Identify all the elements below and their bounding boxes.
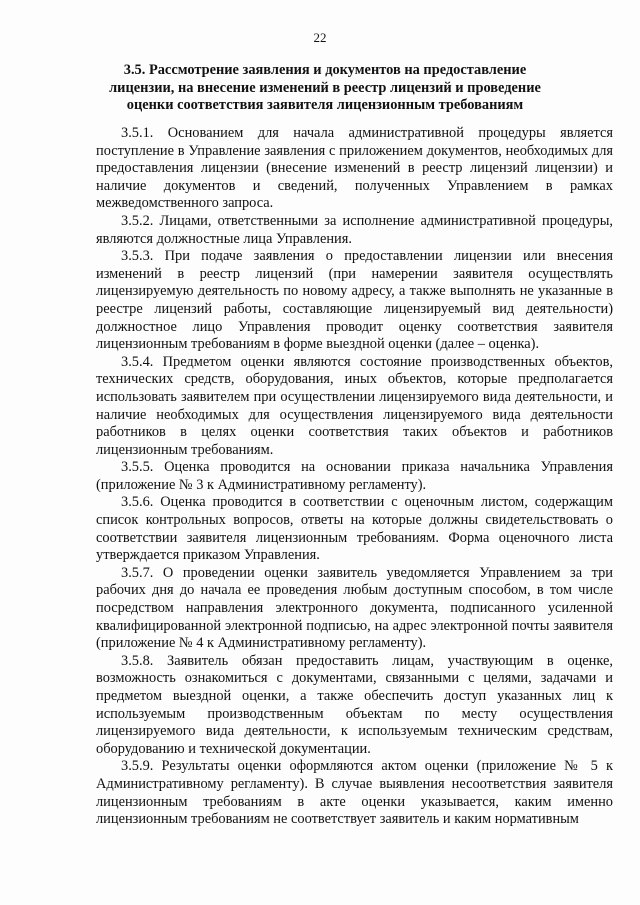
paragraph-3-5-5: 3.5.5. Оценка проводится на основании приказа начальника Управления (приложение № 3 к Административному регламенту).: [96, 459, 613, 493]
section-heading: 3.5. Рассмотрение заявления и документов на предоставление лицензии, на внесение изменений в реестр лицензий и проведение оценки соответствия заявителя лицензионным требованиям: [109, 62, 541, 113]
paragraph-3-5-6: 3.5.6. Оценка проводится в соответствии с оценочным листом, содержащим список контрольных вопросов, ответы на которые должны свидетельствовать о соответствии заявителя лицензионным требованиям. Форма оценочного листа утверждается приказом Управления.: [96, 494, 613, 564]
paragraph-3-5-3: 3.5.3. При подаче заявления о предоставлении лицензии или внесения изменений в реестр лицензий (при намерении заявителя осуществлять лицензируемую деятельность по новому адресу, а также выполнять не указанные в реестре лицензий работы, составляющие лицензируемый вид деятельности) должностное лицо Управления проводит оценку соответствия заявителя лицензионным требованиям в форме выездной оценки (далее – оценка).: [96, 248, 613, 353]
paragraph-3-5-4: 3.5.4. Предметом оценки являются состояние производственных объектов, технических средств, оборудования, иных объектов, которые предполагается использовать заявителем при осуществлении лицензируемого вида деятельности, и наличие необходимых для осуществления лицензируемого вида деятельности работников в целях оценки соответствия таких объектов и работников лицензионным требованиям.: [96, 353, 613, 458]
document-body: [96, 125, 613, 829]
paragraph-3-5-7: 3.5.7. О проведении оценки заявитель уведомляется Управлением за три рабочих дня до начала ее проведения любым доступным способом, в том числе посредством направления электронного документа, подписанного усиленной квалифицированной электронной подписью, на адрес электронной почты заявителя (приложение № 4 к Административному регламенту).: [96, 564, 613, 652]
paragraph-3-5-8: 3.5.8. Заявитель обязан предоставить лицам, участвующим в оценке, возможность ознакомиться с документами, связанными с целями, задачами и предметом выездной оценки, а также обеспечить доступ указанных лиц к используемым производственным объектам по месту осуществления лицензируемого вида деятельности, к используемым техническим средствам, оборудованию и технической документации.: [96, 652, 613, 757]
paragraph-3-5-9: 3.5.9. Результаты оценки оформляются актом оценки (приложение № 5 к Административному регламенту). В случае выявления несоответствия заявителя лицензионным требованиям в акте оценки указывается, каким именно лицензионным требованиям не соответствует заявитель и каким нормативным: [96, 758, 613, 828]
page-number: 22: [313, 30, 327, 45]
paragraph-3-5-2: 3.5.2. Лицами, ответственными за исполнение административной процедуры, являются должностные лица Управления.: [96, 212, 613, 247]
paragraph-3-5-1: 3.5.1. Основанием для начала административной процедуры является поступление в Управление заявления с приложением документов, необходимых для предоставления лицензии (внесение изменений в реестр лицензий лицензии) и наличие документов и сведений, полученных Управлением в рамках межведомственного запроса.: [96, 125, 613, 212]
